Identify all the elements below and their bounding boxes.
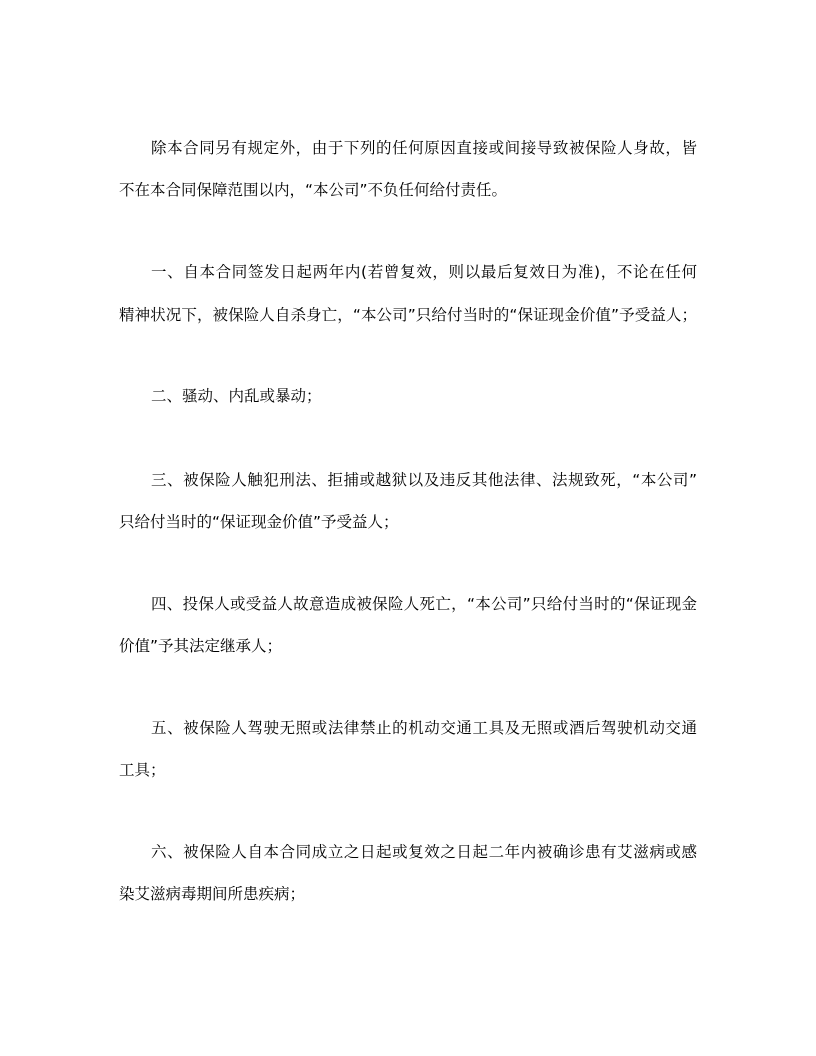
clause-4-line-1: 四、投保人或受益人故意造成被保险人死亡，“本公司”只给付当时的“保证现金	[151, 595, 697, 613]
clause-4-line-2: 价值”予其法定继承人；	[119, 637, 283, 655]
paragraph-intro-line-2: 不在本合同保障范围以内，“本公司”不负任何给付责任。	[119, 181, 508, 199]
clause-3-line-2: 只给付当时的“保证现金价值”予受益人；	[119, 513, 399, 531]
clause-2-line-1: 二、骚动、内乱或暴动；	[151, 387, 322, 405]
clause-1-line-1: 一、自本合同签发日起两年内(若曾复效，则以最后复效日为准)，不论在任何	[151, 263, 697, 281]
clause-5-line-2: 工具；	[119, 761, 166, 779]
clause-6-line-2: 染艾滋病毒期间所患疾病；	[119, 885, 306, 903]
clause-1-line-2: 精神状况下，被保险人自杀身亡，“本公司”只给付当时的“保证现金价值”予受益人；	[119, 306, 697, 324]
clause-6-line-1: 六、被保险人自本合同成立之日起或复效之日起二年内被确诊患有艾滋病或感	[151, 843, 697, 861]
clause-3-line-1: 三、被保险人触犯刑法、拒捕或越狱以及违反其他法律、法规致死，“本公司”	[151, 471, 697, 489]
paragraph-intro-line-1: 除本合同另有规定外，由于下列的任何原因直接或间接导致被保险人身故，皆	[151, 139, 697, 157]
clause-5-line-1: 五、被保险人驾驶无照或法律禁止的机动交通工具及无照或酒后驾驶机动交通	[151, 719, 697, 737]
